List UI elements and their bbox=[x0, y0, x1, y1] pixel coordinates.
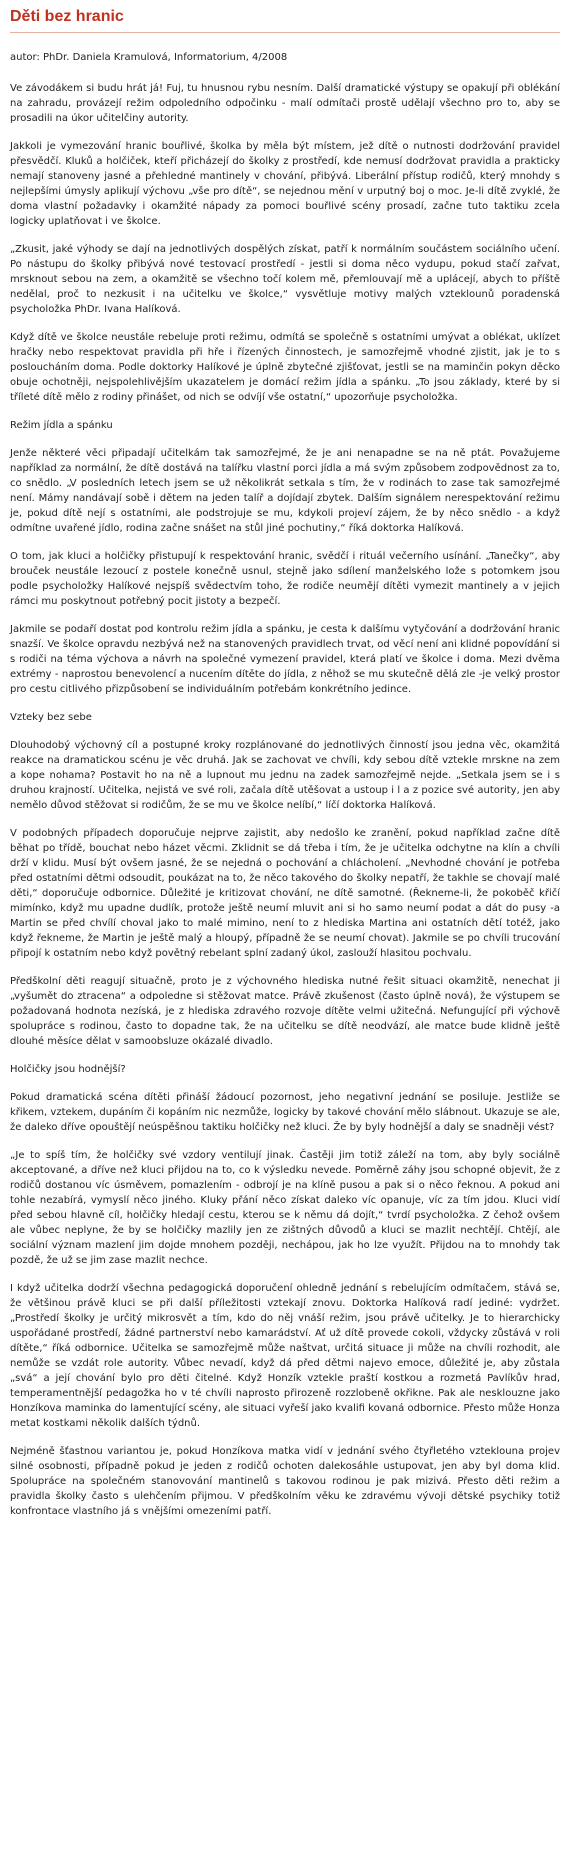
paragraph: Když dítě ve školce neustále rebeluje proti režimu, odmítá se společně s ostatními umývat a oblékat, uklízet hračky nebo respektovat pravidla při hře i řízených činnostech, je samozřejmě vhodné zjistit, jak je to s posloucháním doma. Podle doktorky Halíkové je úplně zbytečné zjišťovat, jestli se na maminčin pokyn děcko obuje ochotněji, nejspolehlivějším ukazatelem je domácí režim jídla a spánku. „To jsou základy, které by si tříleté dítě mělo z rodiny přinášet, od nich se odvíjí vše ostatní,“ upozorňuje psycholožka. bbox=[10, 332, 560, 403]
section-heading: Holčičky jsou hodnější? bbox=[10, 1064, 126, 1075]
paragraph: Pokud dramatická scéna dítěti přináší žádoucí pozornost, jeho negativní jednání se posiluje. Jestliže se křikem, vztekem, dupáním či kopáním nic nezmůže, logicky by takové chování mělo slábnout. Ukazuje se ale, že daleko dříve opouštějí neúspěšnou taktiku holčičky než kluci. Že by byly hodnější a daly se snadněji vést? bbox=[10, 1092, 560, 1133]
paragraph: Nejméně šťastnou variantou je, pokud Honzíkova matka vidí v jednání svého čtyřletého vzteklouna projev silné osobnosti, případně pokud je jeden z rodičů ochoten dalekosáhle ustupovat, jen aby byl doma klid. Spolupráce na společném stanovování mantinelů s takovou rodinou je pak mizivá. Přesto děti režim a pravidla školky často s ulehčením přijmou. V předškolním věku ke zdravému vývoji dětské psychiky totiž konfrontace vlastního já s vnějšími omezeními patří. bbox=[10, 1446, 560, 1517]
paragraph: Jenže některé věci připadají učitelkám tak samozřejmé, že je ani nenapadne se na ně ptát. Považujeme například za normální, že dítě dostává na talířku vlastní porci jídla a má svým způsobem zodpovědnost za to, co snědlo. „V posledních letech jsem se už několikrát setkala s tím, že v rodinách to zase tak samozřejmé není. Mámy nandávají sobě i dětem na jeden talíř a dojídají zbytek. Dalším signálem nerespektování režimu je, pokud dítě nejí s ostatními, ale podstrojuje se mu, kdykoli projeví zájem, že by něco snědlo - a když odmítne uvařené jídlo, rodina začne snášet na stůl jiné pochutiny,“ říká doktorka Halíková. bbox=[10, 448, 560, 534]
paragraph: V podobných případech doporučuje nejprve zajistit, aby nedošlo ke zranění, pokud například začne dítě běhat po třídě, bouchat nebo házet věcmi. Zklidnit se dá třeba i tím, že je učitelka odchytne na klín a chvíli drží v klidu. Musí být ovšem jasné, že se nejedná o pochování a chlácholení. „Nevhodné chování je potřeba před ostatními dětmi odsoudit, poukázat na to, že něco takového do školky nepatří, že takhle se chovají malé děti,“ doporučuje odbornice. Důležité je kritizovat chování, ne dítě samotné. (Řekneme-li, že pokoběč křičí mimínko, když mu upadne dudlík, protože ještě neumí mluvit ani si ho samo neumí podat a dát do pusy -a Martin se před chvílí choval jako to malé mimino, není to z hlediska Martina ani ostatních dětí totéž, jako když řekneme, že Martin je ještě malý a hloupý, případně že se neumí chovat). Jakmile se po chvíli trucování připojí k ostatním nebo když povětný rebelant splní zadaný úkol, zaslouží hlasitou pochvalu. bbox=[10, 828, 560, 959]
paragraph: O tom, jak kluci a holčičky přistupují k respektování hranic, svědčí i rituál večerního usínání. „Tanečky“, aby brouček neustále lezoucí z postele konečně usnul, stejně jako sdílení manželského lože s potomkem jsou podle psycholožky Halíkové nejspíš svědectvím toho, že rodiče neumějí dítěti vymezit mantinely a v jejich rámci mu poskytnout potřebný pocit jistoty a bezpečí. bbox=[10, 551, 560, 607]
article-author: autor: PhDr. Daniela Kramulová, Informatorium, 4/2008 bbox=[10, 52, 288, 63]
title-divider bbox=[10, 32, 560, 33]
section-heading: Režim jídla a spánku bbox=[10, 420, 113, 431]
paragraph: Jakmile se podaří dostat pod kontrolu režim jídla a spánku, je cesta k dalšímu vytyčování a dodržování hranic snazší. Ve školce opravdu nezbývá než na stanovených pravidlech trvat, od věcí není ani klidné popovídání si s rodiči na téma výchova a návrh na společné vymezení pravidel, která platí ve školce i doma. Mezi dvěma extrémy - naprostou benevolencí a nucením dítěte do jídla, z něhož se mu skutečně dělá zle -je velký prostor pro cestu citlivého přizpůsobení se individuálním potřebám konkrétního jedince. bbox=[10, 624, 560, 695]
article-title: Děti bez hranic bbox=[10, 8, 124, 25]
paragraph: „Je to spíš tím, že holčičky své vzdory ventilují jinak. Častěji jim totiž záleží na tom, aby byly sociálně akceptované, a dříve než kluci přijdou na to, co k výsledku nevede. Poměrně záhy jsou schopné objevit, že z rodičů dostanou víc úsměvem, pomazlením - odbrojí je na klíně pusou a pak si o něco řeknou. A pokud ani tohle nezabírá, vymyslí něco jiného. Kluky přání něco získat daleko víc opanuje, víc za tím jdou. Kluci vidí před sebou hlavně cíl, holčičky hledají cestu, kterou se k němu dá dojít,“ tvrdí psycholožka. Z čehož ovšem ale vůbec neplyne, že by se holčičky mazlily jen ze zištných důvodů a kluci se mazlit nechtějí. Chtějí, ale sociální význam mazlení jim dojde mnohem později, nechápou, jak ho lze využít. Přijdou na to mnohdy tak pozdě, že už se jim zase mazlit nechce. bbox=[10, 1150, 560, 1266]
paragraph: I když učitelka dodrží všechna pedagogická doporučení ohledně jednání s rebelujícím odmítačem, stává se, že většinou právě kluci se při další příležitosti vztekají znovu. Doktorka Halíková radí jediné: vydržet. „Prostředí školky je určitý mikrosvět a tím, kdo do něj vnáší režim, jsou právě učitelky. Je to hierarchicky uspořádané prostředí, žádné partnerství nebo kamarádství. Ať už dítě provede cokoli, vždycky zůstává v roli dítěte,“ říká odbornice. Učitelka se samozřejmě může naštvat, určitá situace ji může na chvíli rozhodit, ale nemůže se vzdát role autority. Vůbec nevadí, když dá před dětmi najevo emoce, důležité je, aby zůstala „svá“ a její chování bylo pro děti čitelné. Když Honzík vztekle praští kostkou a rozmetá Pavlíkův hrad, temperamentnější pedagožka ho v té chvíli naprosto přirozeně rozzlobeně okřikne. Pak ale nesklouzne jako Honzíkova maminka do lamentující scény, ale situaci vyřeší jako kvalifi kovaná odbornice. Přesto může Honza metat kostkami několik dalších týdnů. bbox=[10, 1283, 560, 1429]
paragraph: Předškolní děti reagují situačně, proto je z výchovného hlediska nutné řešit situaci okamžitě, nenechat ji „vyšumět do ztracena“ a odpoledne si stěžovat matce. Právě zkušenost (často úplně nová), že výstupem se požadovaná hodnota nezíská, je z hlediska zdravého rozvoje dítěte velmi užitečná. Nefungující při výchově spolupráce s rodinou, často to dopadne tak, že na učitelku se dítě neodvází, ale matce bude klidně ještě dlouhé měsíce dělat v samoobsluze okázalé divadlo. bbox=[10, 976, 560, 1047]
section-heading: Vztekу bez sebe bbox=[10, 712, 92, 723]
paragraph: „Zkusit, jaké výhody se dají na jednotlivých dospělých získat, patří k normálním součástem sociálního učení. Po nástupu do školky přibývá nové testovací prostředí - jestli si doma něco vydupu, pokud stačí zařvat, mrsknout sebou na zem, a okamžitě se všechno točí kolem mě, přemlouvají mě a uplácejí, abych to příště nedělal, proč to nezkusit i na učitelku ve školce,“ vysvětluje motivy malých vzteklounů poradenská psycholožka PhDr. Ivana Halíková. bbox=[10, 244, 560, 315]
paragraph: Dlouhodobý výchovný cíl a postupné kroky rozplánované do jednotlivých činností jsou jedna věc, okamžitá reakce na dramatickou scénu je věc druhá. Jak se zachovat ve chvíli, kdy sebou dítě vztekle mrskne na zem a kope nohama? Postavit ho na ně a lupnout mu jednu na zadek samozřejmě nejde. „Setkala jsem se i s druhou krajností. Učitelka, nejistá ve své roli, začala dítě utěšovat a ustoup i l a z pozice své autority, jen aby nemělo důvod stěžovat si rodičům, že se mu ve školce nelíbí,“ líčí doktorka Halíková. bbox=[10, 740, 560, 811]
paragraph: Jakkoli je vymezování hranic bouřlivé, školka by měla být místem, jež dítě o nutnosti dodržování pravidel přesvědčí. Kluků a holčiček, kteří přicházejí do školky z prostředí, kde nemusí dodržovat pravidla a prakticky nemají stanoveny jasné a přehledné mantinely v chování, přibývá. Liberální přístup rodičů, který mnohdy s nejlepšími úmysly aplikují výchovu „vše pro dítě“, se nejednou mění v urputný boj o moc. Je-li dítě zvyklé, že doma vlastní požadavky i okamžité nápady za pomoci bouřlivé scény prosadí, začne tuto taktiku zcela logicky uplatňovat i ve školce. bbox=[10, 141, 560, 227]
paragraph: Ve závodákem si budu hrát já! Fuj, tu hnusnou rybu nesním. Další dramatické výstupy se opakují při oblékání na zahradu, provázejí režim odpoledního odpočinku - malí odmítači prostě udělají všechno pro to, aby se prosadili na úkor učitelčiny autority. bbox=[10, 83, 560, 124]
